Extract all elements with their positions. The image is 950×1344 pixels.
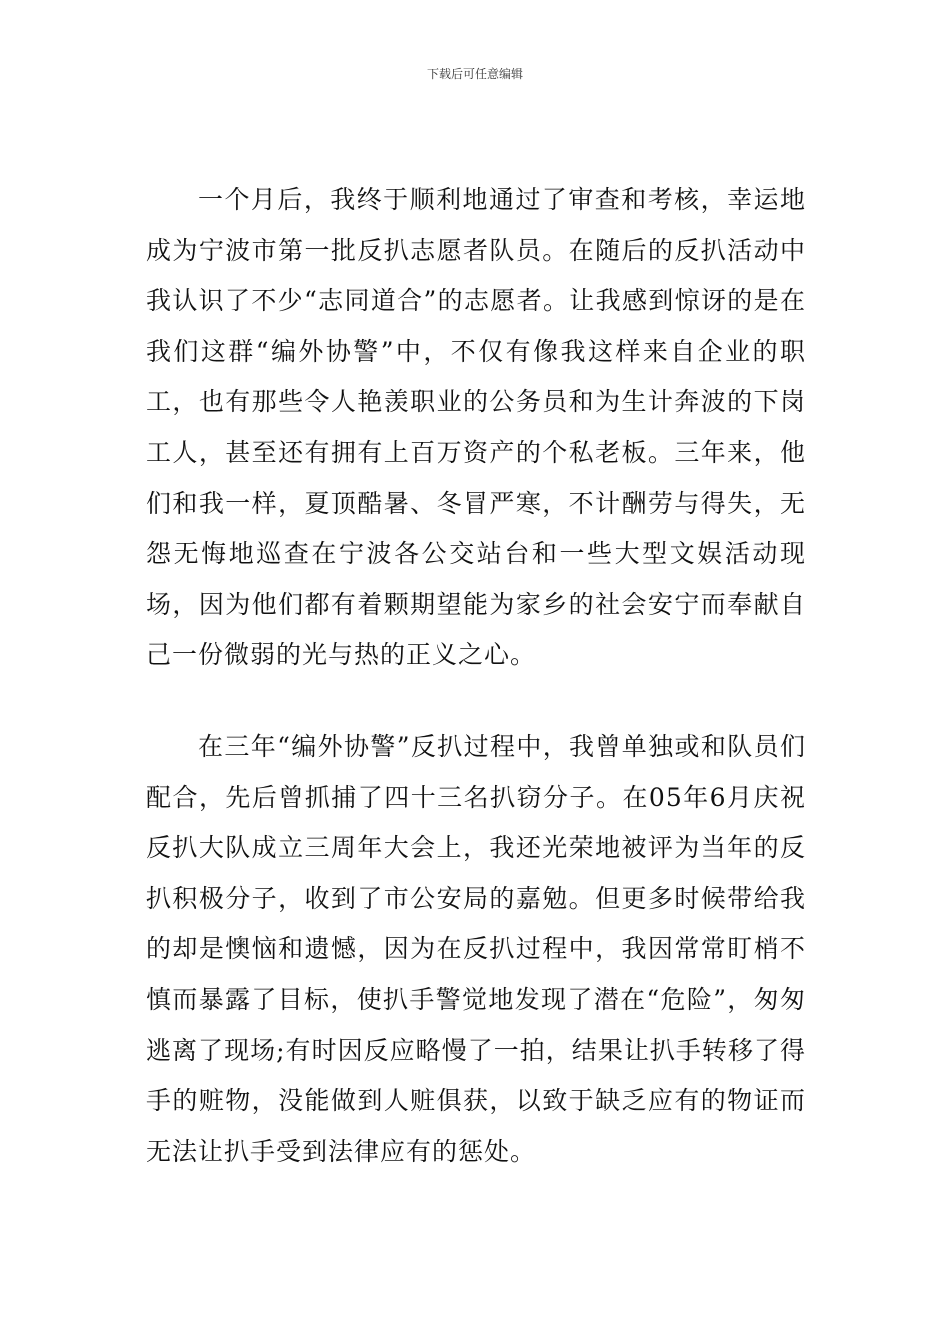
body-paragraph-1: 一个月后，我终于顺利地通过了审查和考核，幸运地成为宁波市第一批反扒志愿者队员。在随后的反扒活动中我认识了不少“志同道合”的志愿者。让我感到惊讶的是在我们这群“编外协警”中，不仅有像我这样来自企业的职工，也有那些令人艳羡职业的公务员和为生计奔波的下岗工人，甚至还有拥有上百万资产的个私老板。三年来，他们和我一样，夏顶酷暑、冬冒严寒，不计酬劳与得失，无怨无悔地巡查在宁波各公交站台和一些大型文娱活动现场，因为他们都有着颗期望能为家乡的社会安宁而奉献自己一份微弱的光与热的正义之心。 — [146, 185, 806, 670]
page-header-note: 下载后可任意编辑 — [426, 67, 523, 81]
body-paragraph-2: 在三年“编外协警”反扒过程中，我曾单独或和队员们配合，先后曾抓捕了四十三名扒窃分子。在05年6月庆祝反扒大队成立三周年大会上，我还光荣地被评为当年的反扒积极分子，收到了市公安局的嘉勉。但更多时候带给我的却是懊恼和遗憾，因为在反扒过程中，我因常常盯梢不慎而暴露了目标，使扒手警觉地发现了潜在“危险”，匆匆逃离了现场;有时因反应略慢了一拍，结果让扒手转移了得手的赃物，没能做到人赃俱获，以致于缺乏应有的物证而无法让扒手受到法律应有的惩处。 — [146, 732, 806, 1166]
